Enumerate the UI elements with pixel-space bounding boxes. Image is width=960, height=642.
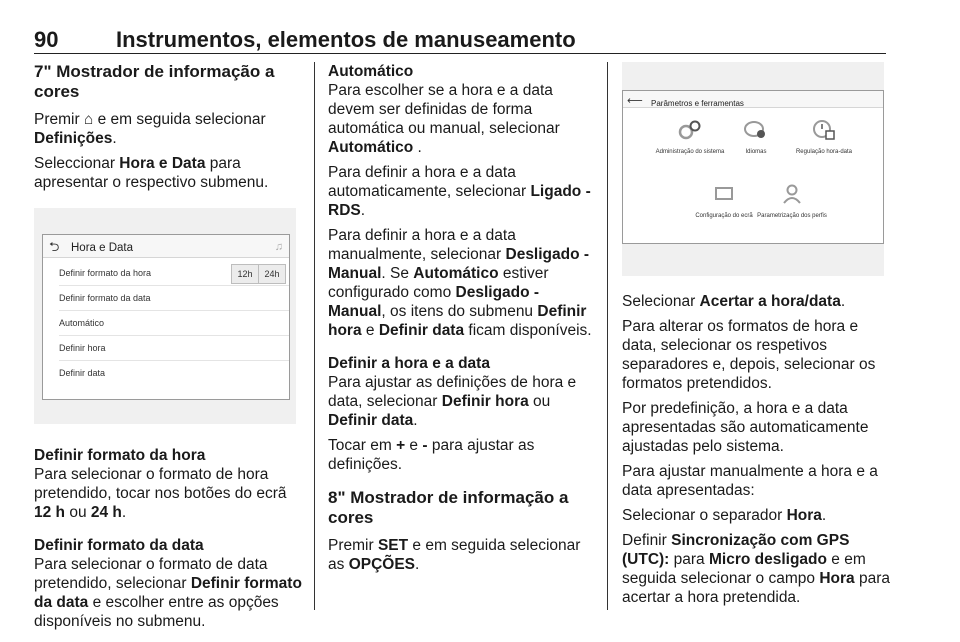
back-arrow-icon[interactable]: ⮌ xyxy=(49,239,60,254)
menu-item-automatico[interactable]: Automático xyxy=(59,311,289,336)
title-bar xyxy=(623,91,883,108)
paragraph: Para definir a hora e a data manualmente, selecionar Desligado - Manual. Se Automático estiver configurado como Desligado - Manual, os itens do submenu Definir hora e Definir data ficam disponíveis. xyxy=(328,227,592,339)
clock-calendar-icon xyxy=(811,119,837,141)
subsection-title: Definir formato da data xyxy=(34,537,204,554)
screen-icon xyxy=(711,183,737,205)
gears-icon xyxy=(677,119,703,141)
24h-button[interactable]: 24h xyxy=(258,264,286,284)
screen-title: Hora e Data xyxy=(71,242,134,254)
paragraph: Para selecionar o formato de data pretendido, selecionar Definir formato da data e escolher entre as opções disponíveis no submenu. xyxy=(34,556,302,630)
column-divider xyxy=(607,62,608,610)
menu-item-definir-data[interactable]: Definir data xyxy=(59,368,106,378)
subsection-title: Definir formato da hora xyxy=(34,447,206,464)
music-note-icon: ♫ xyxy=(274,241,283,253)
menu-item-definir-formato-hora[interactable]: Definir formato da hora 12h 24h xyxy=(59,261,289,286)
display-screen xyxy=(622,90,884,244)
paragraph: Para selecionar o formato de hora pretendido, tocar nos botões do ecrã 12 h ou 24 h. xyxy=(34,466,287,521)
paragraph: Para ajustar as definições de hora e data, selecionar Definir hora ou Definir data. xyxy=(328,374,577,429)
speech-bubble-icon xyxy=(743,119,769,141)
menu-item-regulacao-hora-data[interactable]: Regulação hora-data xyxy=(779,119,869,162)
paragraph: Para escolher se a hora e a data devem ser definidas de forma automática ou manual, selecionar Automático . xyxy=(328,82,560,156)
paragraph: Seleccionar Hora e Data para apresentar o respectivo submenu. xyxy=(34,155,269,191)
subsection-title: Definir a hora e a data xyxy=(328,355,490,372)
section-heading-7inch: 7" Mostrador de informação a cores xyxy=(34,62,275,101)
paragraph: Por predefinição, a hora e a data apresentadas são automaticamente ajustadas pelo sistema. xyxy=(622,400,869,455)
menu-item-definir-formato-data[interactable]: Definir formato da data xyxy=(59,286,289,311)
column-3 xyxy=(622,62,890,613)
subsection-title: Automático xyxy=(328,63,414,80)
column-2 xyxy=(328,62,594,580)
menu-item-configuracao-ecra[interactable]: Configuração do ecrã xyxy=(679,183,769,226)
paragraph: Tocar em + e - para ajustar as definições. xyxy=(328,437,535,473)
column-divider xyxy=(314,62,315,610)
paragraph: Premir SET e em seguida selecionar as OPÇÕES. xyxy=(328,537,581,573)
column-1 xyxy=(34,62,302,637)
menu-item-definir-hora[interactable]: Definir hora xyxy=(59,336,289,361)
page-title: Instrumentos, elementos de manuseamento xyxy=(116,27,576,52)
menu-item-administracao[interactable]: Administração do sistema xyxy=(645,119,735,162)
paragraph: Para ajustar manualmente a hora e a data apresentadas: xyxy=(622,463,878,499)
display-screen xyxy=(42,234,290,400)
title-bar xyxy=(43,235,289,258)
paragraph: Premir ⌂ e em seguida selecionar Definições. xyxy=(34,111,266,147)
menu-item-parametrizacao-perfis[interactable]: Parametrização dos perfis xyxy=(747,183,837,226)
screenshot-parametros xyxy=(622,62,884,276)
home-icon: ⌂ xyxy=(83,111,94,128)
paragraph: Definir Sincronização com GPS (UTC): para Micro desligado e em seguida selecionar o campo Hora para acertar a hora pretendida. xyxy=(622,532,890,606)
menu-item-idiomas[interactable]: Idiomas xyxy=(711,119,801,162)
paragraph: Selecionar Acertar a hora/data. xyxy=(622,293,846,310)
page-number: 90 xyxy=(34,27,59,52)
back-arrow-icon[interactable]: ⟵ xyxy=(627,95,643,107)
page-header xyxy=(34,27,886,54)
12h-button[interactable]: 12h xyxy=(231,264,259,284)
paragraph: Para alterar os formatos de hora e data, selecionar os respetivos separadores e, depois, selecionar os formatos pretendidos. xyxy=(622,318,876,392)
screen-title: Parâmetros e ferramentas xyxy=(651,99,744,108)
paragraph: Selecionar o separador Hora. xyxy=(622,507,827,524)
profile-icon xyxy=(779,183,805,205)
screenshot-hora-e-data xyxy=(34,208,296,424)
paragraph: Para definir a hora e a data automaticamente, selecionar Ligado - RDS. xyxy=(328,164,591,219)
section-heading-8inch: 8" Mostrador de informação a cores xyxy=(328,488,569,527)
